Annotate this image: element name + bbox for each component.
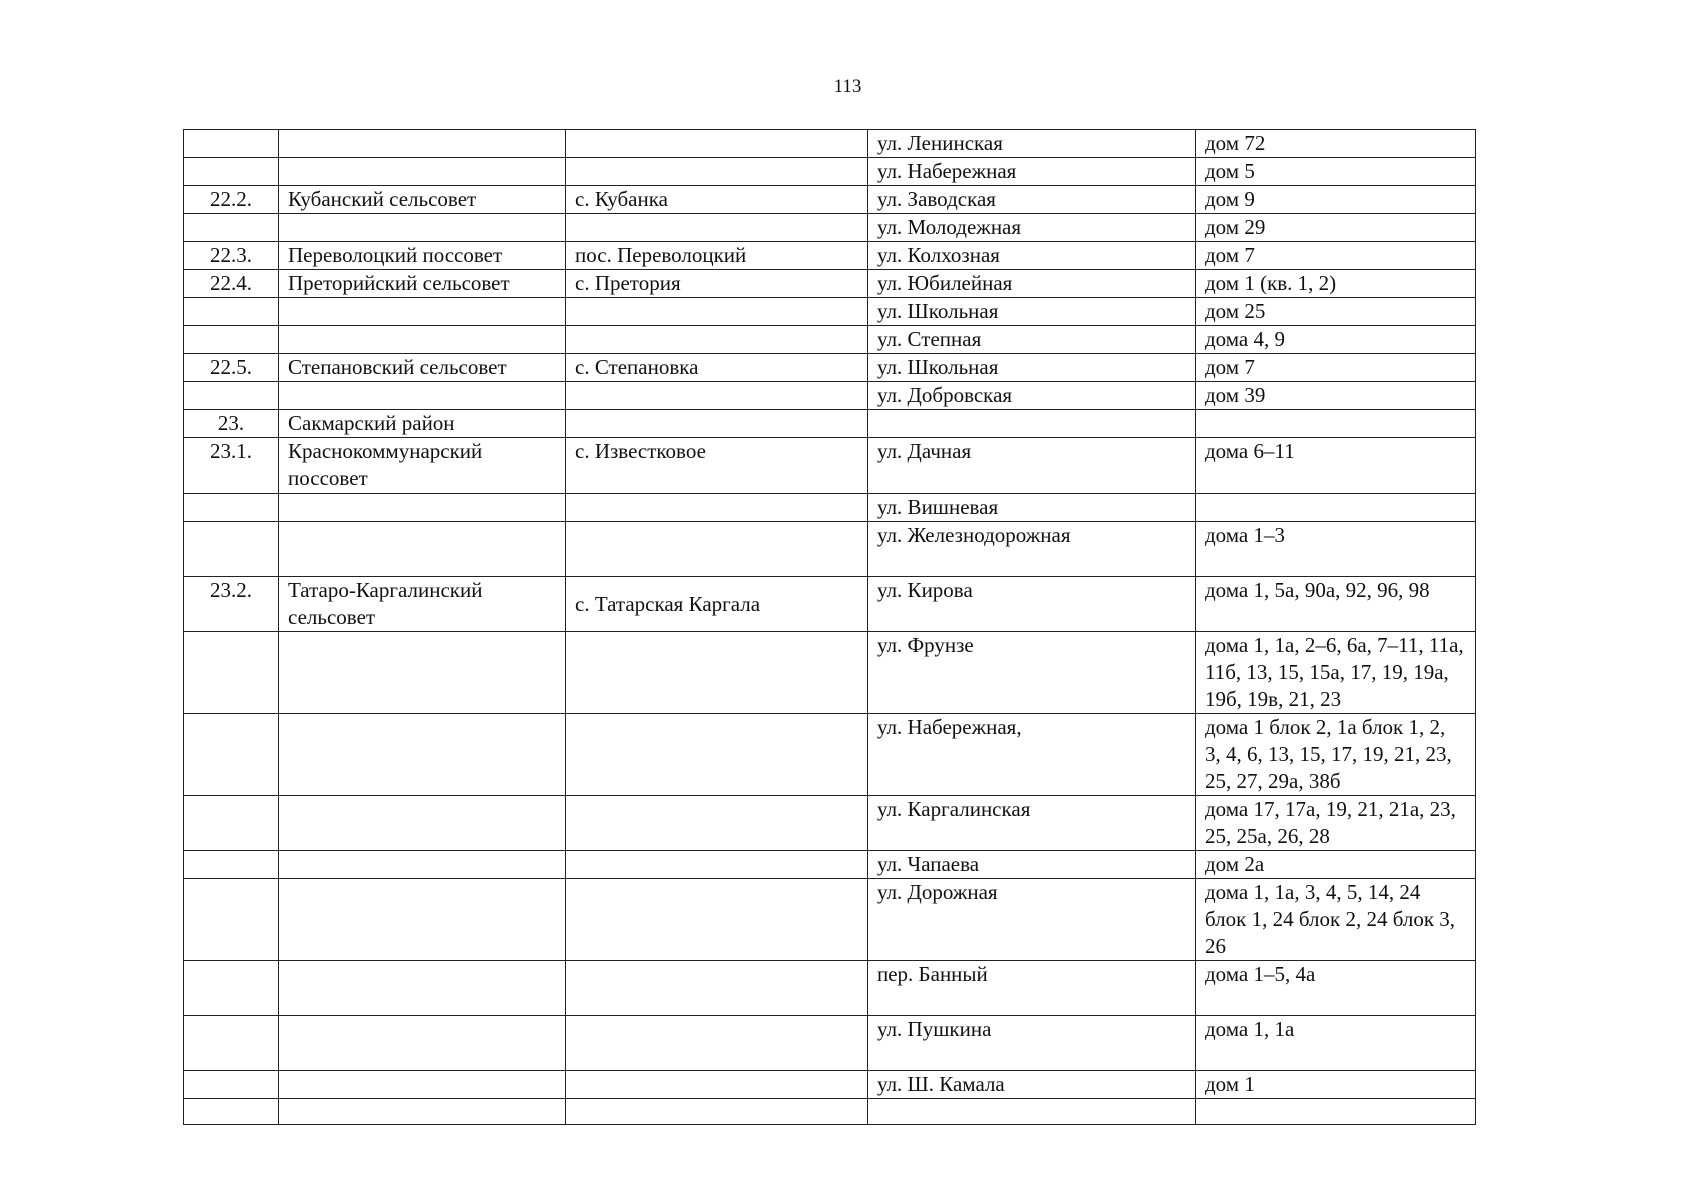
street-cell: пер. Банный: [868, 961, 1196, 1016]
row-number: [184, 714, 279, 796]
settlement-cell: [566, 961, 868, 1016]
table-row: [184, 879, 1476, 961]
table-row: [184, 961, 1476, 1016]
street-cell: ул. Фрунзе: [868, 632, 1196, 714]
table-row: [184, 242, 1476, 270]
area-cell: [279, 214, 566, 242]
houses-cell: дома 1, 1а: [1196, 1016, 1476, 1071]
street-cell: [868, 410, 1196, 438]
houses-cell: дома 1, 1а, 2–6, 6а, 7–11, 11а, 11б, 13, 15, 15а, 17, 19, 19а, 19б, 19в, 21, 23: [1196, 632, 1476, 714]
row-number: [184, 1016, 279, 1071]
settlement-cell: [566, 1071, 868, 1099]
area-cell: [279, 522, 566, 577]
area-cell: [279, 1099, 566, 1125]
street-cell: ул. Кирова: [868, 577, 1196, 632]
table-row: [184, 1099, 1476, 1125]
street-cell: ул. Чапаева: [868, 851, 1196, 879]
area-cell: [279, 382, 566, 410]
houses-cell: дома 1–5, 4а: [1196, 961, 1476, 1016]
street-cell: ул. Железнодорожная: [868, 522, 1196, 577]
houses-cell: дом 29: [1196, 214, 1476, 242]
table-row: [184, 298, 1476, 326]
area-cell: [279, 326, 566, 354]
row-number: [184, 214, 279, 242]
settlement-cell: с. Татарская Каргала: [566, 577, 868, 632]
settlement-cell: [566, 298, 868, 326]
houses-cell: дом 7: [1196, 242, 1476, 270]
table-row: [184, 382, 1476, 410]
area-cell: Сакмарский район: [279, 410, 566, 438]
row-number: [184, 851, 279, 879]
area-cell: Кубанский сельсовет: [279, 186, 566, 214]
row-number: [184, 326, 279, 354]
table-row: [184, 410, 1476, 438]
street-cell: ул. Набережная: [868, 158, 1196, 186]
table-row: [184, 494, 1476, 522]
street-cell: ул. Дорожная: [868, 879, 1196, 961]
street-cell: ул. Молодежная: [868, 214, 1196, 242]
row-number: 23.1.: [184, 438, 279, 494]
houses-cell: дом 25: [1196, 298, 1476, 326]
settlement-cell: [566, 714, 868, 796]
street-cell: ул. Ш. Камала: [868, 1071, 1196, 1099]
row-number: 23.2.: [184, 577, 279, 632]
houses-cell: дом 7: [1196, 354, 1476, 382]
settlement-cell: [566, 851, 868, 879]
houses-cell: дома 4, 9: [1196, 326, 1476, 354]
street-cell: ул. Дачная: [868, 438, 1196, 494]
houses-cell: [1196, 494, 1476, 522]
area-cell: [279, 298, 566, 326]
area-cell: Степановский сельсовет: [279, 354, 566, 382]
row-number: [184, 522, 279, 577]
table-row: [184, 186, 1476, 214]
houses-cell: дом 5: [1196, 158, 1476, 186]
row-number: [184, 632, 279, 714]
row-number: [184, 1071, 279, 1099]
row-number: 23.: [184, 410, 279, 438]
settlement-cell: с. Известковое: [566, 438, 868, 494]
street-cell: ул. Школьная: [868, 354, 1196, 382]
area-cell: Татаро-Каргалинский сельсовет: [279, 577, 566, 632]
houses-cell: дом 9: [1196, 186, 1476, 214]
settlement-cell: [566, 1099, 868, 1125]
row-number: [184, 494, 279, 522]
area-cell: [279, 1016, 566, 1071]
houses-cell: дома 1–3: [1196, 522, 1476, 577]
houses-cell: дома 1, 1а, 3, 4, 5, 14, 24 блок 1, 24 блок 2, 24 блок 3, 26: [1196, 879, 1476, 961]
area-cell: [279, 714, 566, 796]
street-cell: ул. Каргалинская: [868, 796, 1196, 851]
street-cell: ул. Ленинская: [868, 130, 1196, 158]
table-row: [184, 158, 1476, 186]
table-row: [184, 632, 1476, 714]
houses-cell: [1196, 1099, 1476, 1125]
row-number: 22.3.: [184, 242, 279, 270]
houses-cell: дома 17, 17а, 19, 21, 21а, 23, 25, 25а, 26, 28: [1196, 796, 1476, 851]
houses-cell: дом 39: [1196, 382, 1476, 410]
area-cell: Краснокоммунарский поссовет: [279, 438, 566, 494]
street-cell: ул. Добровская: [868, 382, 1196, 410]
table-row: [184, 796, 1476, 851]
row-number: [184, 796, 279, 851]
street-cell: ул. Вишневая: [868, 494, 1196, 522]
street-cell: ул. Пушкина: [868, 1016, 1196, 1071]
area-cell: Преторийский сельсовет: [279, 270, 566, 298]
table-row: [184, 714, 1476, 796]
settlement-cell: с. Претория: [566, 270, 868, 298]
area-cell: [279, 632, 566, 714]
area-cell: [279, 1071, 566, 1099]
houses-cell: дом 2а: [1196, 851, 1476, 879]
street-cell: [868, 1099, 1196, 1125]
settlement-cell: [566, 522, 868, 577]
houses-cell: [1196, 410, 1476, 438]
row-number: 22.4.: [184, 270, 279, 298]
address-table: [183, 129, 1476, 1125]
table-row: [184, 326, 1476, 354]
houses-cell: дом 1: [1196, 1071, 1476, 1099]
table-row: [184, 851, 1476, 879]
row-number: [184, 382, 279, 410]
row-number: [184, 961, 279, 1016]
row-number: [184, 879, 279, 961]
settlement-cell: с. Степановка: [566, 354, 868, 382]
area-cell: [279, 879, 566, 961]
houses-cell: дома 1, 5а, 90а, 92, 96, 98: [1196, 577, 1476, 632]
settlement-cell: [566, 130, 868, 158]
area-cell: [279, 130, 566, 158]
street-cell: ул. Степная: [868, 326, 1196, 354]
area-cell: [279, 961, 566, 1016]
row-number: 22.2.: [184, 186, 279, 214]
settlement-cell: [566, 382, 868, 410]
settlement-cell: [566, 796, 868, 851]
houses-cell: дома 1 блок 2, 1а блок 1, 2, 3, 4, 6, 13, 15, 17, 19, 21, 23, 25, 27, 29а, 38б: [1196, 714, 1476, 796]
row-number: [184, 158, 279, 186]
table-row: [184, 130, 1476, 158]
area-cell: [279, 796, 566, 851]
table-row: [184, 577, 1476, 632]
table-row: [184, 1071, 1476, 1099]
settlement-cell: с. Кубанка: [566, 186, 868, 214]
table-row: [184, 354, 1476, 382]
settlement-cell: [566, 410, 868, 438]
table-row: [184, 1016, 1476, 1071]
table-row: [184, 522, 1476, 577]
area-cell: [279, 851, 566, 879]
houses-cell: дом 1 (кв. 1, 2): [1196, 270, 1476, 298]
table-row: [184, 214, 1476, 242]
settlement-cell: [566, 632, 868, 714]
row-number: 22.5.: [184, 354, 279, 382]
row-number: [184, 298, 279, 326]
street-cell: ул. Набережная,: [868, 714, 1196, 796]
settlement-cell: пос. Переволоцкий: [566, 242, 868, 270]
houses-cell: дом 72: [1196, 130, 1476, 158]
settlement-cell: [566, 158, 868, 186]
street-cell: ул. Колхозная: [868, 242, 1196, 270]
area-cell: [279, 158, 566, 186]
settlement-cell: [566, 879, 868, 961]
settlement-cell: [566, 214, 868, 242]
page-number: 113: [833, 76, 862, 97]
area-cell: [279, 494, 566, 522]
row-number: [184, 130, 279, 158]
street-cell: ул. Заводская: [868, 186, 1196, 214]
street-cell: ул. Юбилейная: [868, 270, 1196, 298]
houses-cell: дома 6–11: [1196, 438, 1476, 494]
table-row: [184, 438, 1476, 494]
settlement-cell: [566, 494, 868, 522]
street-cell: ул. Школьная: [868, 298, 1196, 326]
table-row: [184, 270, 1476, 298]
settlement-cell: [566, 326, 868, 354]
settlement-cell: [566, 1016, 868, 1071]
row-number: [184, 1099, 279, 1125]
area-cell: Переволоцкий поссовет: [279, 242, 566, 270]
